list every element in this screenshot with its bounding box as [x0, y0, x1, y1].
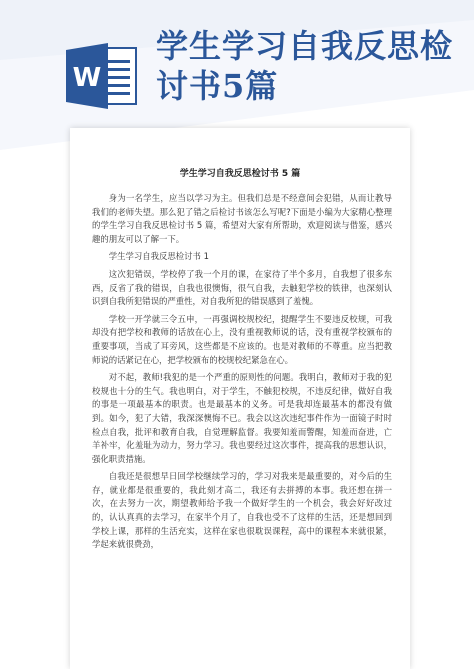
section-heading: 学生学习自我反思检讨书 1	[108, 251, 209, 262]
document-page	[70, 128, 410, 669]
svg-text:W: W	[72, 63, 102, 93]
page-title: 学生学习自我反思检讨书5篇	[156, 27, 454, 105]
paragraph: 学校一开学就三令五申，一再强调校规校纪，提醒学生不要违反校规，可我却没有把学校和教师的话放在心上，没有重视教师说的话，没有重视学校颁布的重要事项，当成了耳旁风，这些都是不应该的。也是对教师的不尊重。应当把教师说的话紧记在心，把学校颁布的校规校纪紧急在心。	[92, 313, 392, 365]
paragraph: 身为一名学生，应当以学习为主。但我们总是不经意间会犯错，从而让教导我们的老师失望。那么犯了错之后检讨书该怎么写呢?下面是小编为大家精心整理的学生学习自我反思检讨书 5 篇，希望对大家有所帮助，欢迎阅读与借鉴，感兴趣的朋友可以了解一下。	[92, 193, 392, 244]
paragraph: 自我还是很想早日回学校继续学习的，学习对我来是最重要的，对今后的生存，就业都是很重要的，我此刻才高二，我还有去拼搏的本事。我还想在拼一次，在去努力一次，期望教师给予我一个做好学生的一个机会，我会好好改过的，认认真真的去学习，在家半个月了，自我也受不了这样的生活，还是想回到学校上课，那样的生活充实，这样在家也很耽误课程，高中的课程本来就很紧，学起来就很费劲，	[92, 471, 392, 550]
paragraph: 这次犯错误，学校停了我一个月的课，在家待了半个多月，自我想了很多东西，反省了我的错误，自我也很懊悔，很气自我，去触犯学校的铁律，也深刻认识到自我所犯错误的严重性，对自我所犯的错误感到了羞愧。	[92, 268, 392, 307]
document-body	[92, 192, 392, 556]
paragraph: 对不起，教师!我犯的是一个严重的原则性的问题。我明白，教师对于我的犯校规也十分的生气。我也明白，对于学生，不触犯校规，不违反纪律，做好自我的事是一项最基本的职责。也是最基本的义务。可是我却连最基本的都没有做到。如今，犯了大错，我深深懊悔不已。我会以这次违纪事件作为一面镜子时时检点自我，批评和教育自我，自觉理解监督。我要知羞而警醒，知羞而奋进，亡羊补牢，化羞耻为动力，努力学习。我也要经过这次事件，提高我的思想认识，强化职责措施。	[92, 372, 392, 464]
document-title: 学生学习自我反思检讨书 5 篇	[179, 169, 301, 179]
word-document-icon	[64, 38, 140, 114]
